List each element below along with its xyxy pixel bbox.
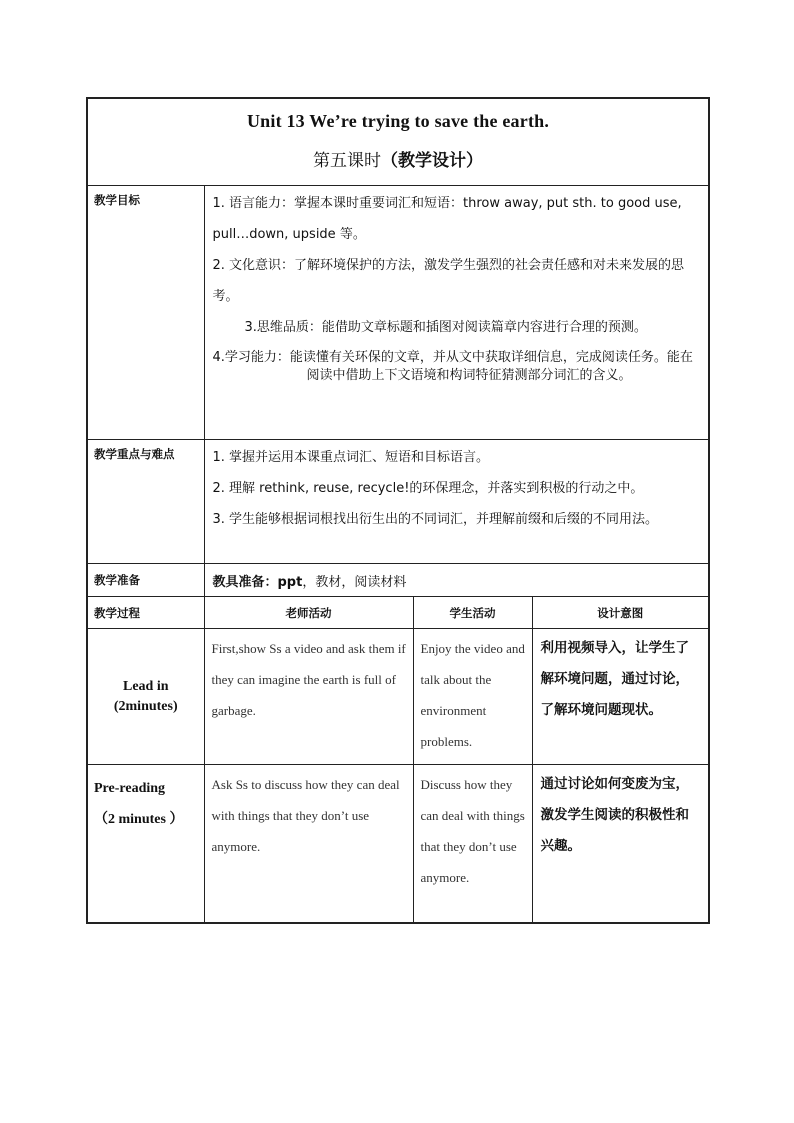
stage-lead-in: Lead in (2minutes) [87,629,204,765]
preparation-tools: 教具准备：ppt [212,574,303,590]
header-intent: 设计意图 [532,597,709,629]
lesson-type: （教学设计） [381,151,484,171]
lesson-plan-table [86,97,710,924]
key-point-item: 2. 理解 rethink, reuse, recycle!的环保理念，并落实到积极的行动之中。 [212,481,644,496]
key-points-content [204,440,709,564]
stage-pre-reading: Pre-reading （2 minutes ） [87,765,204,923]
key-points-label: 教学重点与难点 [87,440,204,564]
key-point-item: 3. 学生能够根据词根找出衍生出的不同词汇，并理解前缀和后缀的不同用法。 [212,512,659,527]
objective-item: 4.学习能力：能读懂有关环保的文章，并从文中获取详细信息，完成阅读任务。能在阅读中借助上下文语境和构词特征猜测部分词汇的含义。 [212,350,693,383]
header-student: 学生活动 [413,597,532,629]
student-activity: Discuss how they can deal with things that they don’t use anymore. [413,765,532,923]
lesson-subtitle [88,146,708,171]
objectives-label: 教学目标 [87,186,204,440]
objective-item: 2. 文化意识：了解环境保护的方法，激发学生强烈的社会责任感和对未来发展的思考。 [212,258,685,304]
table-row [87,765,709,923]
teacher-activity: Ask Ss to discuss how they can deal with things that they don’t use anymore. [204,765,413,923]
objective-item: 3.思维品质：能借助文章标题和插图对阅读篇章内容进行合理的预测。 [244,320,647,335]
key-point-item: 1. 掌握并运用本课重点词汇、短语和目标语言。 [212,450,490,465]
objective-item: 1. 语言能力：掌握本课时重要词汇和短语：throw away, put sth. to good use, pull…down, upside 等。 [212,196,682,242]
preparation-materials: ，教材，阅读材料 [302,574,407,590]
unit-title: Unit 13 We’re trying to save the earth. [246,111,550,131]
preparation-content [204,564,709,597]
student-activity: Enjoy the video and talk about the environment problems. [413,629,532,765]
process-label: 教学过程 [87,597,204,629]
title-cell [87,98,709,186]
design-intent: 通过讨论如何变废为宝，激发学生阅读的积极性和兴趣。 [532,765,709,923]
table-row [87,629,709,765]
lesson-plan [86,97,708,924]
lesson-number: 第五课时 [313,151,382,171]
preparation-label: 教学准备 [87,564,204,597]
teacher-activity: First,show Ss a video and ask them if they can imagine the earth is full of garbage. [204,629,413,765]
header-teacher: 老师活动 [204,597,413,629]
objectives-content [204,186,709,440]
design-intent: 利用视频导入，让学生了解环境问题，通过讨论，了解环境问题现状。 [532,629,709,765]
